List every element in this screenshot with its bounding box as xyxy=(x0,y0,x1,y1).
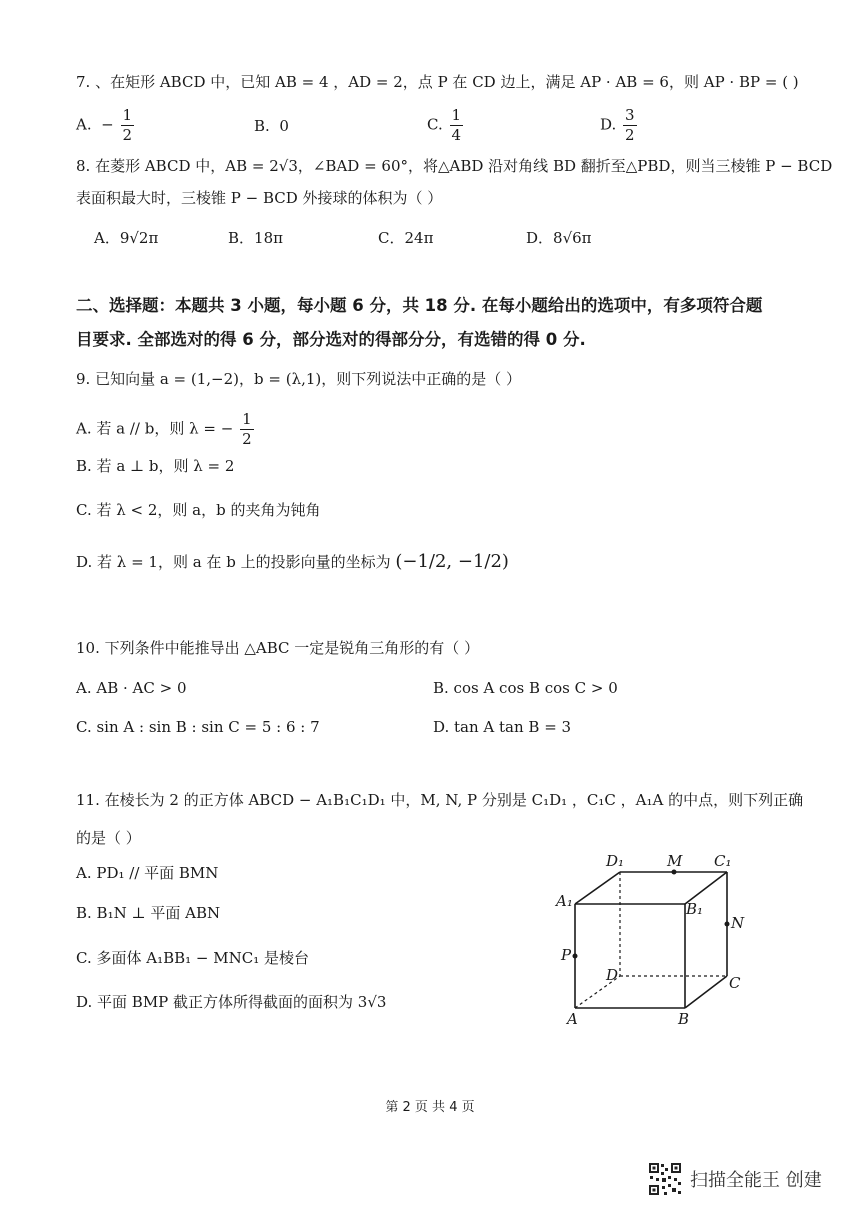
q8-option-a: A．9√2π xyxy=(94,229,159,247)
label-b: B xyxy=(678,1010,690,1028)
edge-a1-d1 xyxy=(575,872,620,904)
q10-stem: 10. 下列条件中能推导出 △ABC 一定是锐角三角形的有（ ） xyxy=(76,639,480,657)
q11-option-b: B. B₁N ⊥ 平面 ABN xyxy=(76,904,221,922)
label-c1: C₁ xyxy=(714,852,732,870)
q9-option-d: D. 若 λ = 1，则 a 在 b 上的投影向量的坐标为 (−1/2, −1/2) xyxy=(76,551,509,572)
q8-option-b: B．18π xyxy=(228,229,283,247)
point-n xyxy=(725,922,730,927)
point-m xyxy=(672,870,677,875)
label-a: A xyxy=(567,1010,578,1028)
q7-option-d: D. $\frac{3}{2}$ xyxy=(600,106,635,144)
q9-option-a-fraction: $\frac{1}{2}$ xyxy=(242,410,252,448)
edge-b-c xyxy=(685,976,727,1008)
q7-option-c: C. $\frac{1}{4}$ xyxy=(427,106,462,144)
q7-stem: 7. 、在矩形 ABCD 中，已知 AB = 4 ，AD = 2，点 P 在 CD 边上，满足 AP · AB = 6，则 AP · BP = ( ) xyxy=(76,73,799,91)
scanner-watermark xyxy=(648,1162,822,1196)
qr-code-icon xyxy=(648,1162,682,1196)
q11-line1: 11. 在棱长为 2 的正方体 ABCD − A₁B₁C₁D₁ 中，M, N, P 分别是 C₁D₁ ，C₁C ，A₁A 的中点，则下列正确 xyxy=(76,791,804,809)
section2-heading-line1: 二、选择题：本题共 3 小题，每小题 6 分，共 18 分. 在每小题给出的选项中，有多项符合题 xyxy=(76,296,763,315)
q10-option-d: D. tan A tan B = 3 xyxy=(433,718,572,736)
label-c: C xyxy=(729,974,741,992)
label-d: D xyxy=(606,966,619,984)
page-footer: 第 2 页 共 4 页 xyxy=(385,1100,475,1115)
label-a1: A₁ xyxy=(556,892,573,910)
q11-line2: 的是（ ） xyxy=(76,829,141,847)
q10-option-c: C. sin A : sin B : sin C = 5 : 6 : 7 xyxy=(76,718,320,736)
q7-option-a-sign: − xyxy=(101,115,114,134)
label-p: P xyxy=(561,946,572,964)
label-b1: B₁ xyxy=(686,900,704,918)
q8-option-d: D．8√6π xyxy=(526,229,592,247)
q8-line2: 表面积最大时，三棱锥 P − BCD 外接球的体积为（ ） xyxy=(76,189,443,207)
q7-option-c-fraction: $\frac{1}{4}$ xyxy=(451,106,462,144)
label-n: N xyxy=(731,914,745,932)
q8-line1: 8. 在菱形 ABCD 中，AB = 2√3，∠BAD = 60°，将△ABD 沿对角线 BD 翻折至△PBD，则当三棱锥 P − BCD xyxy=(76,157,833,175)
q11-option-d: D. 平面 BMP 截正方体所得截面的面积为 3√3 xyxy=(76,993,387,1011)
cube-figure xyxy=(550,848,750,1028)
q10-option-a: A. AB · AC > 0 xyxy=(76,679,187,697)
label-m: M xyxy=(667,852,683,870)
q7-option-a-letter: A. xyxy=(76,115,92,134)
q7-option-a xyxy=(76,108,136,143)
q9-option-b: B. 若 a ⊥ b，则 λ = 2 xyxy=(76,457,235,475)
label-d1: D₁ xyxy=(606,852,625,870)
q10-option-b: B. cos A cos B cos C > 0 xyxy=(433,679,618,697)
q9-option-c: C. 若 λ < 2，则 a，b 的夹角为钝角 xyxy=(76,501,321,519)
q11-option-c: C. 多面体 A₁BB₁ − MNC₁ 是棱台 xyxy=(76,949,309,967)
point-p xyxy=(573,954,578,959)
watermark-text: 扫描全能王 创建 xyxy=(690,1170,822,1191)
q7-option-b: B. 0 xyxy=(254,117,289,135)
q7-option-d-fraction: $\frac{3}{2}$ xyxy=(625,106,635,144)
q7-option-a-fraction: $\frac{1}{2}$ xyxy=(122,106,133,144)
q11-option-a: A. PD₁ // 平面 BMN xyxy=(76,864,219,882)
section2-heading-line2: 目要求. 全部选对的得 6 分，部分选对的得部分分，有选错的得 0 分. xyxy=(76,330,586,349)
q8-option-c: C．24π xyxy=(378,229,434,247)
q9-option-a: A. 若 a // b，则 λ = − $\frac{1}{2}$ xyxy=(76,410,252,448)
q9-stem: 9. 已知向量 a = (1,−2)，b = (λ,1)，则下列说法中正确的是（ ） xyxy=(76,370,522,388)
q9-option-d-vector: (−1/2, −1/2) xyxy=(395,551,509,572)
